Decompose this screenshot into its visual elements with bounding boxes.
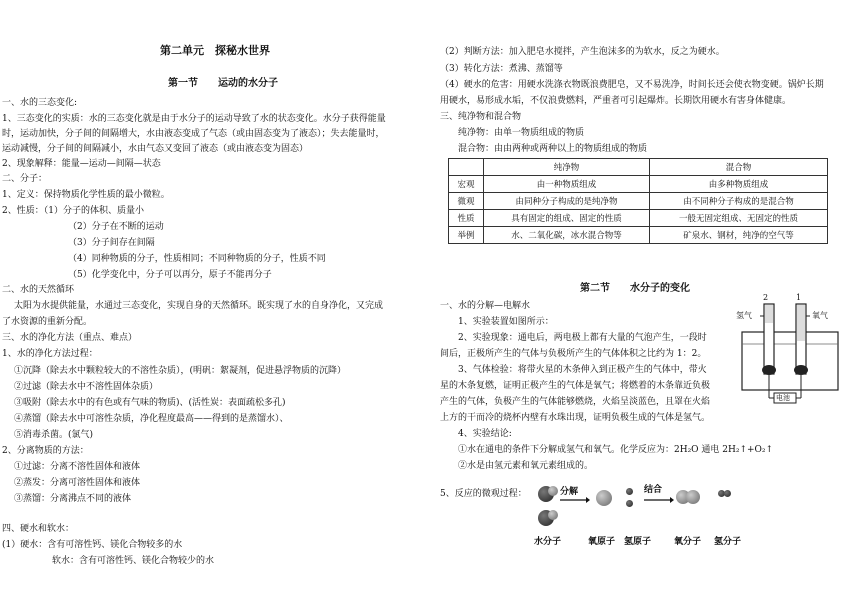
caption-oxygen-molecule: 氧分子 (674, 537, 702, 547)
table-cell: 一般无固定组成、无固定的性质 (649, 210, 827, 227)
text-line: （3）转化方法：煮沸、蒸馏等 (440, 64, 563, 74)
text-line: 2、性质：（1）分子的体积、质量小 (2, 206, 144, 216)
text-line: 2、实验现象：通电后，两电极上都有大量的气泡产生，一段时 (458, 333, 707, 343)
text-line: 上方的干而冷的烧杯内壁有水珠出现，证明负极生成的气体是氢气。 (440, 413, 711, 423)
caption-hydrogen-molecule: 氢分子 (714, 537, 742, 547)
table-cell: 举例 (449, 227, 484, 244)
text-line: 星的木条复燃，证明正极产生的气体是氧气；将燃着的木条靠近负极 (440, 381, 711, 391)
text-line: 1、水的净化方法过程： (2, 349, 98, 359)
text-line: 二、水的天然循环 (2, 285, 75, 295)
comparison-table (448, 158, 828, 244)
text-line: （3）分子间存在间隔 (68, 238, 155, 248)
text-line: 4、实验结论: (458, 429, 512, 439)
text-line: ②蒸发：分离可溶性固体和液体 (14, 478, 141, 488)
text-line: （4）同种物质的分子，性质相同；不同种物质的分子，性质不同 (68, 254, 326, 264)
arrow-right-icon (560, 496, 590, 504)
table-cell: 宏观 (449, 176, 484, 193)
text-line: 了水资源的重新分配。 (2, 317, 93, 327)
text-line: 运动减慢，分子间的间隔减小，水由气态又变回了液态（或由液态变为固态） (2, 144, 309, 154)
table-row (449, 210, 828, 227)
arrow-right-icon (644, 496, 674, 504)
text-line: ③吸附（除去水中的有色或有气味的物质)、(活性炭：表面疏松多孔) (14, 398, 286, 408)
table-cell: 由一种物质组成 (484, 176, 650, 193)
caption-oxygen-atom: 氧原子 (588, 537, 616, 547)
text-line: 2、分离物质的方法： (2, 446, 89, 456)
table-cell: 由不同种分子构成的是混合物 (649, 193, 827, 210)
text-line: 2、现象解释：能量—运动—间隔—状态 (2, 159, 161, 169)
table-cell: 纯净物 (484, 159, 650, 176)
text-line: 四、硬水和软水： (2, 524, 75, 534)
section-1-title: 第一节 运动的水分子 (168, 78, 278, 89)
text-line: 混合物：由由两种或两种以上的物质组成的物质 (458, 144, 648, 154)
electrode-number-2: 2 (763, 293, 769, 302)
text-line: (1）硬水：含有可溶性钙、镁化合物较多的水 (2, 540, 183, 550)
text-line: ②过滤（除去水中不溶性固体杂质） (14, 382, 159, 392)
caption-water-molecule: 水分子 (534, 537, 562, 547)
table-cell: 性质 (449, 210, 484, 227)
text-line: ⑤消毒杀菌。(氯气) (14, 430, 94, 440)
text-line: ④蒸馏（除去水中可溶性杂质，净化程度最高——得到的是蒸馏水）、 (14, 414, 289, 424)
decompose-label: 分解 (560, 487, 579, 497)
table-cell: 具有固定的组成、固定的性质 (484, 210, 650, 227)
section-2-title: 第二节 水分子的变化 (580, 283, 690, 294)
text-line: （4）硬水的危害：用硬水洗涤衣物既浪费肥皂，又不易洗净，时间长还会使衣物变硬。锅炉长期 (440, 80, 824, 90)
text-line: 软水：含有可溶性钙、镁化合物较少的水 (52, 556, 215, 566)
text-line: 3、气体检验：将带火星的木条伸入到正极产生的气体中，带火 (458, 365, 707, 375)
text-line: 1、定义：保持物质化学性质的最小微粒。 (2, 190, 170, 200)
table-cell: 矿泉水、钢材，纯净的空气等 (649, 227, 827, 244)
hydrogen-label: 氢气 (736, 311, 752, 320)
table-row (449, 227, 828, 244)
electrode-number-1: 1 (796, 293, 802, 302)
unit-title: 第二单元 探秘水世界 (160, 44, 270, 57)
text-line: 三、水的净化方法（重点、难点） (2, 333, 138, 343)
text-line: 产生的气体，负极产生的气体能够燃烧，火焰呈淡蓝色，且罩在火焰 (440, 397, 711, 407)
electrolysis-diagram (738, 292, 848, 410)
table-cell: 混合物 (649, 159, 827, 176)
power-label: 电池 (776, 394, 790, 402)
text-line: ①水在通电的条件下分解成氢气和氧气。化学反应为：2H₂O 通电 2H₂↑+O₂↑ (458, 445, 774, 455)
text-line: （2）分子在不断的运动 (68, 222, 164, 232)
text-line: 一、水的三态变化: (2, 98, 78, 108)
text-line: （5）化学变化中，分子可以再分，原子不能再分子 (68, 270, 272, 280)
table-header-row (449, 159, 828, 176)
oxygen-atom-icon (596, 490, 612, 506)
text-line: （2）判断方法：加入肥皂水搅拌，产生泡沫多的为软水，反之为硬水。 (440, 47, 725, 57)
text-line: 1、实验装置如图所示： (458, 317, 554, 327)
table-cell: 由同种分子构成的是纯净物 (484, 193, 650, 210)
text-line: ②水是由氢元素和氧元素组成的。 (458, 461, 594, 471)
text-line: 三、纯净物和混合物 (440, 112, 522, 122)
table-row (449, 176, 828, 193)
electrolysis-apparatus (738, 292, 848, 410)
text-line: 太阳为水提供能量，水通过三态变化，实现自身的天然循环。既实现了水的自身净化，又完成 (14, 301, 384, 311)
oxygen-label: 氧气 (812, 311, 828, 320)
text-line: 纯净物：由单一物质组成的物质 (458, 128, 585, 138)
text-line: ①过滤：分离不溶性固体和液体 (14, 462, 141, 472)
text-line: 时，运动加快，分子间的间隔增大，水由液态变成了气态（或由固态变为了液态）；失去能量时， (2, 129, 385, 139)
text-line: 1、三态变化的实质：水的三态变化就是由于水分子的运动导致了水的状态变化。水分子获得能量 (2, 114, 386, 124)
reaction-micro-figure (534, 484, 758, 554)
text-line: 用硬水，易形成水垢，不仅浪费燃料，严重者可引起爆炸。长期饮用硬水有害身体健康。 (440, 96, 792, 106)
text-line: 二、分子： (2, 174, 48, 184)
text-line: 一、水的分解—电解水 (440, 301, 531, 311)
caption-hydrogen-atom: 氢原子 (624, 537, 652, 547)
table-cell: 由多种物质组成 (649, 176, 827, 193)
table-cell: 微观 (449, 193, 484, 210)
table-cell: 水、二氧化碳，冰水混合物等 (484, 227, 650, 244)
text-line: 间后，正极所产生的气体与负极所产生的气体体积之比约为 1：2。 (440, 349, 707, 359)
text-line: ①沉降（除去水中颗粒较大的不溶性杂质），(明矾：絮凝剂，促进悬浮物质的沉降） (14, 366, 347, 376)
table-row (449, 193, 828, 210)
text-line: ③蒸馏：分离沸点不同的液体 (14, 494, 132, 504)
text-line: 5、反应的微观过程： (440, 489, 527, 499)
combine-label: 结合 (644, 485, 663, 495)
hydrogen-atom-icon (626, 488, 633, 495)
table-cell (449, 159, 484, 176)
